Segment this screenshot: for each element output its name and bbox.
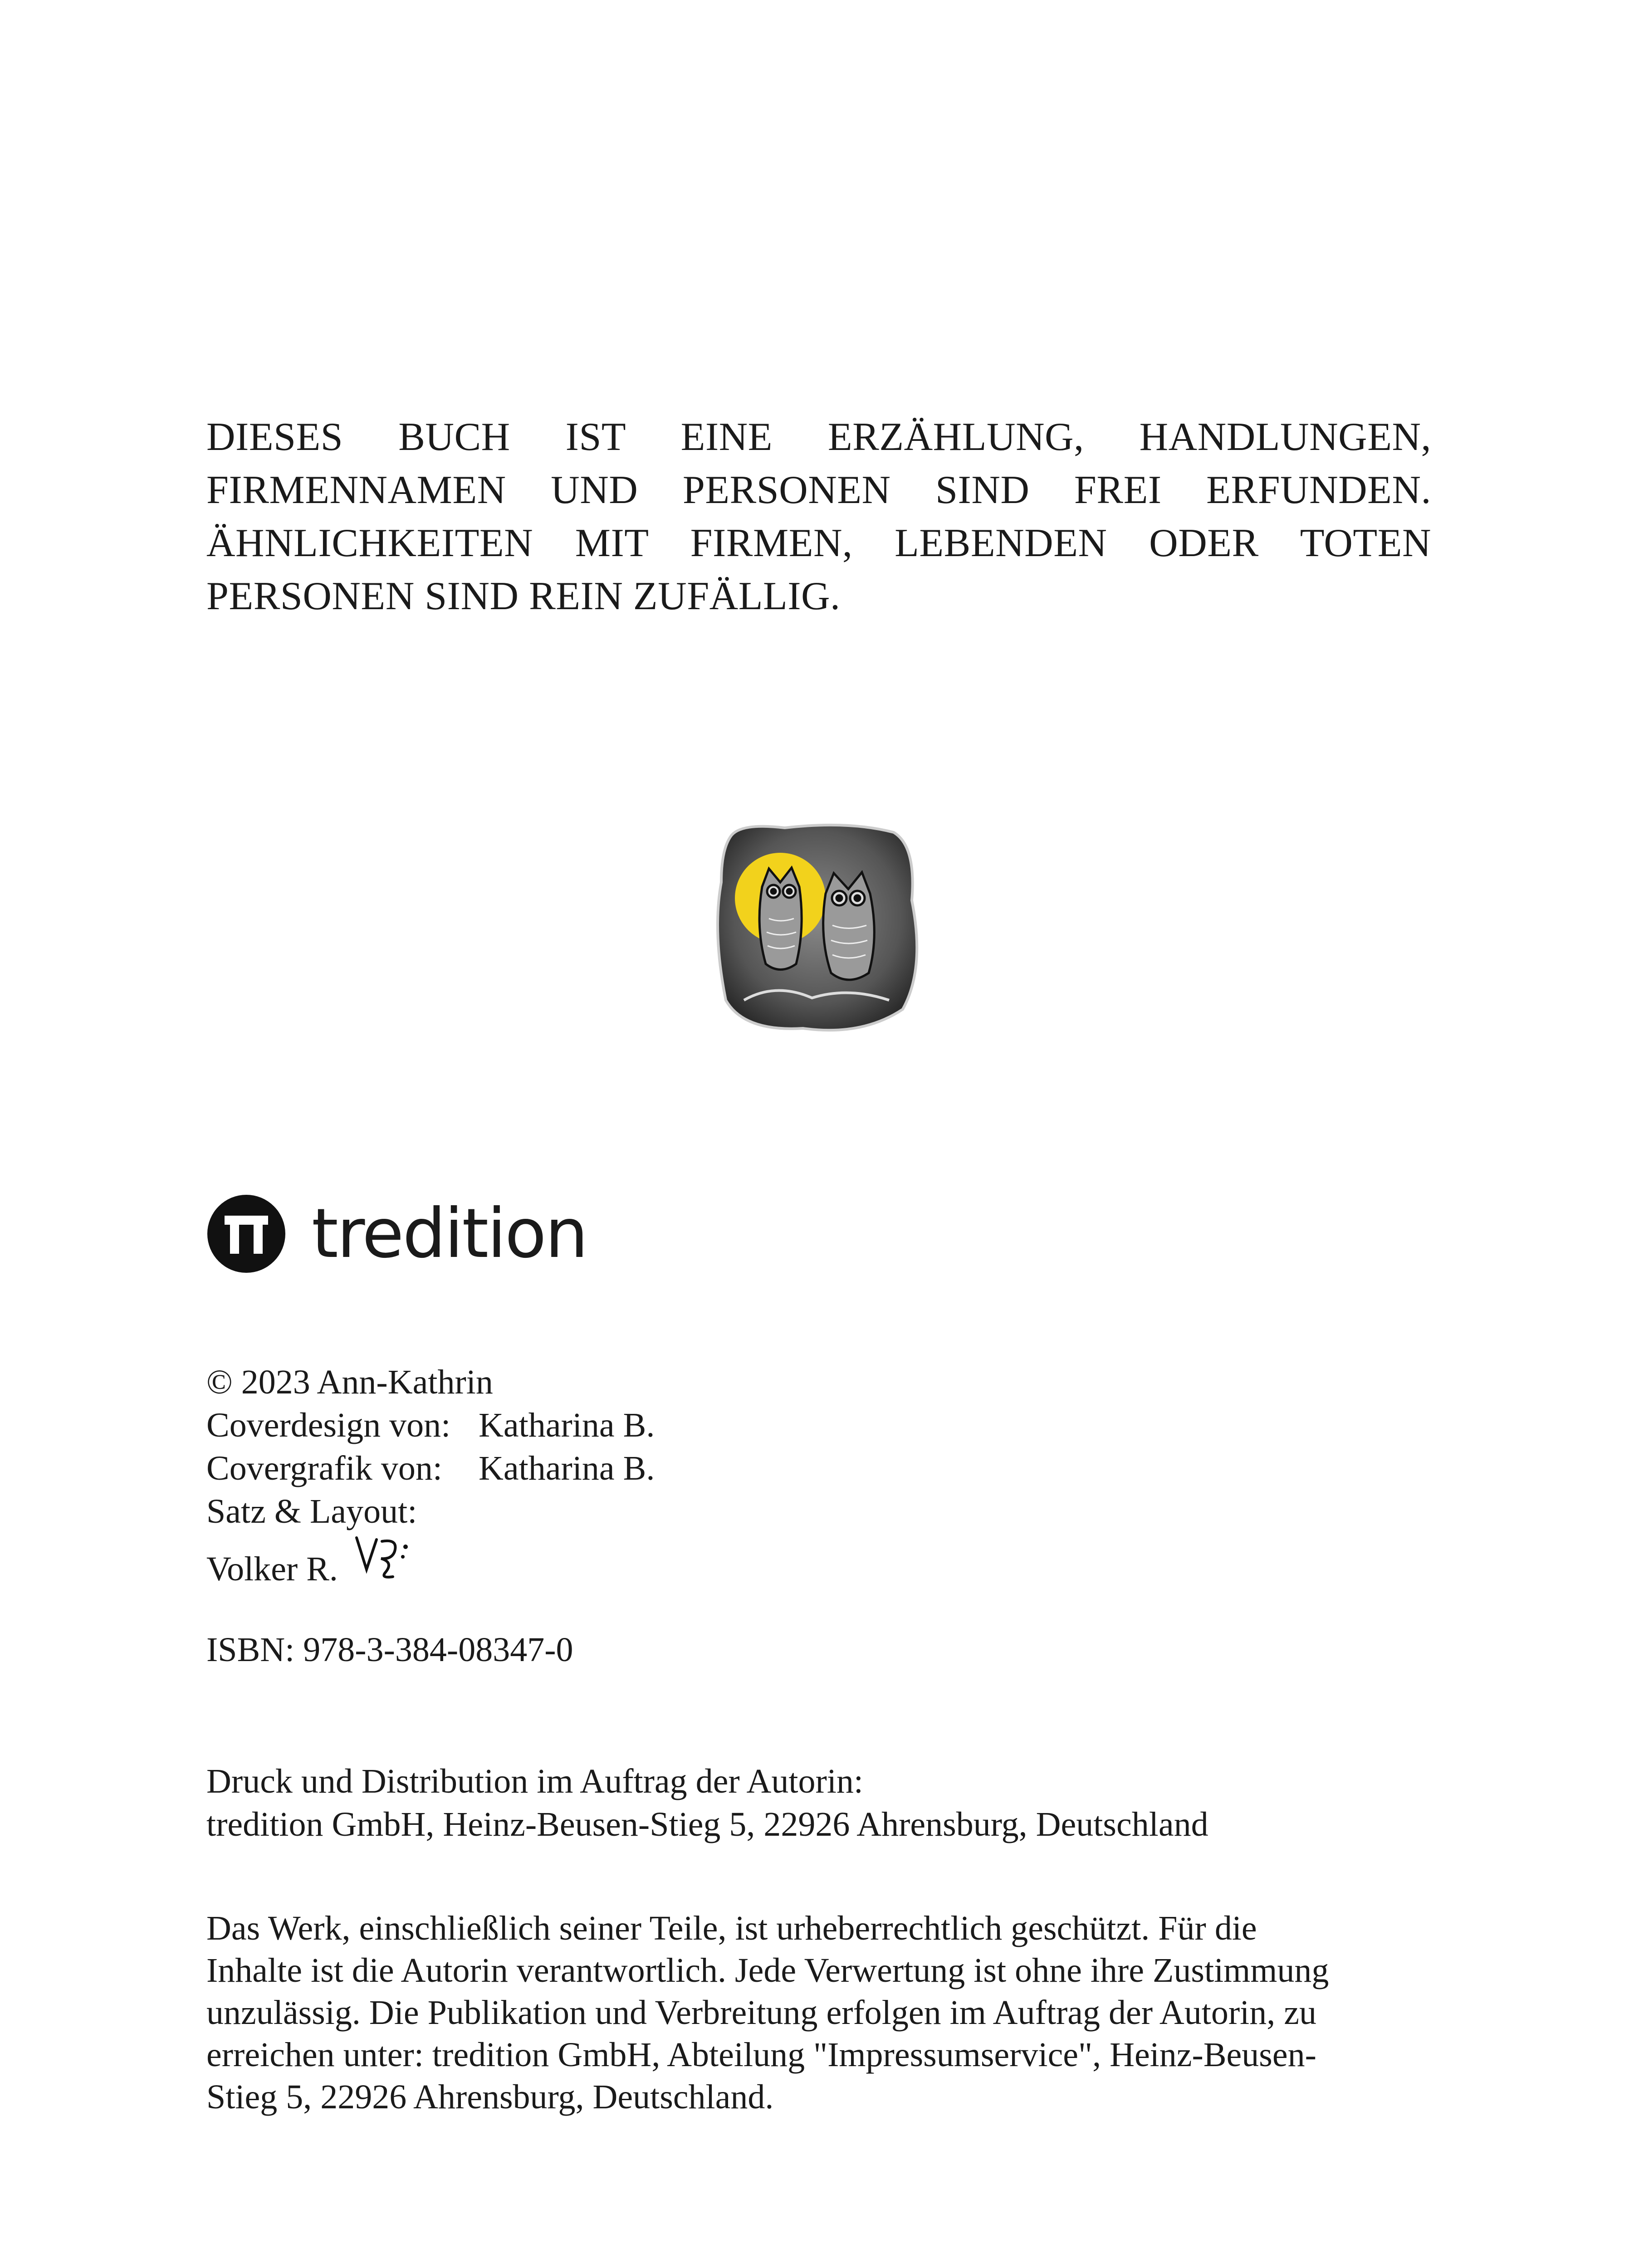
legal-line: erreichen unter: tredition GmbH, Abteilung "Impressumservice", Heinz-Beusen-	[206, 2036, 1316, 2074]
two-owls-under-moon-image	[712, 819, 925, 1036]
copyright-line: © 2023 Ann-Kathrin	[206, 1363, 493, 1401]
coverdesign-value: Katharina B.	[479, 1406, 655, 1444]
legal-line: Inhalte ist die Autorin verantwortlich. Jede Verwertung ist ohne ihre Zustimmung	[206, 1951, 1329, 1989]
covergrafik-row	[206, 1447, 655, 1490]
printing-line: Druck und Distribution im Auftrag der Autorin:	[206, 1762, 864, 1800]
legal-line: unzulässig. Die Publikation und Verbreitung erfolgen im Auftrag der Autorin, zu	[206, 1994, 1317, 2032]
printing-line: tredition GmbH, Heinz-Beusen-Stieg 5, 22926 Ahrensburg, Deutschland	[206, 1805, 1208, 1843]
coverdesign-label: Coverdesign von:	[206, 1406, 451, 1444]
tredition-logo-icon	[206, 1194, 286, 1274]
covergrafik-value: Katharina B.	[479, 1449, 655, 1487]
layout-row	[206, 1533, 655, 1591]
legal-line: Stieg 5, 22926 Ahrensburg, Deutschland.	[206, 2078, 774, 2116]
coverdesign-row	[206, 1404, 655, 1447]
publisher-logo	[206, 1195, 587, 1272]
legal-notice	[206, 1907, 1422, 2118]
legal-line: Das Werk, einschließlich seiner Teile, ist urheberrechtlich geschützt. Für die	[206, 1909, 1257, 1947]
printing-info	[206, 1760, 1208, 1846]
publisher-name: tredition	[312, 1194, 587, 1273]
isbn: ISBN: 978-3-384-08347-0	[206, 1631, 573, 1669]
layout-value: Volker R.	[206, 1550, 338, 1588]
layout-label: Satz & Layout:	[206, 1492, 417, 1530]
covergrafik-label: Covergrafik von:	[206, 1449, 442, 1487]
disclaimer-line: ÄHNLICHKEITEN MIT FIRMEN, LEBENDEN ODER TOTEN	[206, 521, 1431, 565]
disclaimer	[206, 411, 1431, 623]
vr-signature-icon	[354, 1533, 413, 1583]
credits	[206, 1361, 655, 1591]
disclaimer-line: PERSONEN SIND REIN ZUFÄLLIG.	[206, 574, 841, 618]
disclaimer-line: FIRMENNAMEN UND PERSONEN SIND FREI ERFUNDEN.	[206, 468, 1431, 512]
disclaimer-line: DIESES BUCH IST EINE ERZÄHLUNG, HANDLUNGEN,	[206, 415, 1431, 459]
